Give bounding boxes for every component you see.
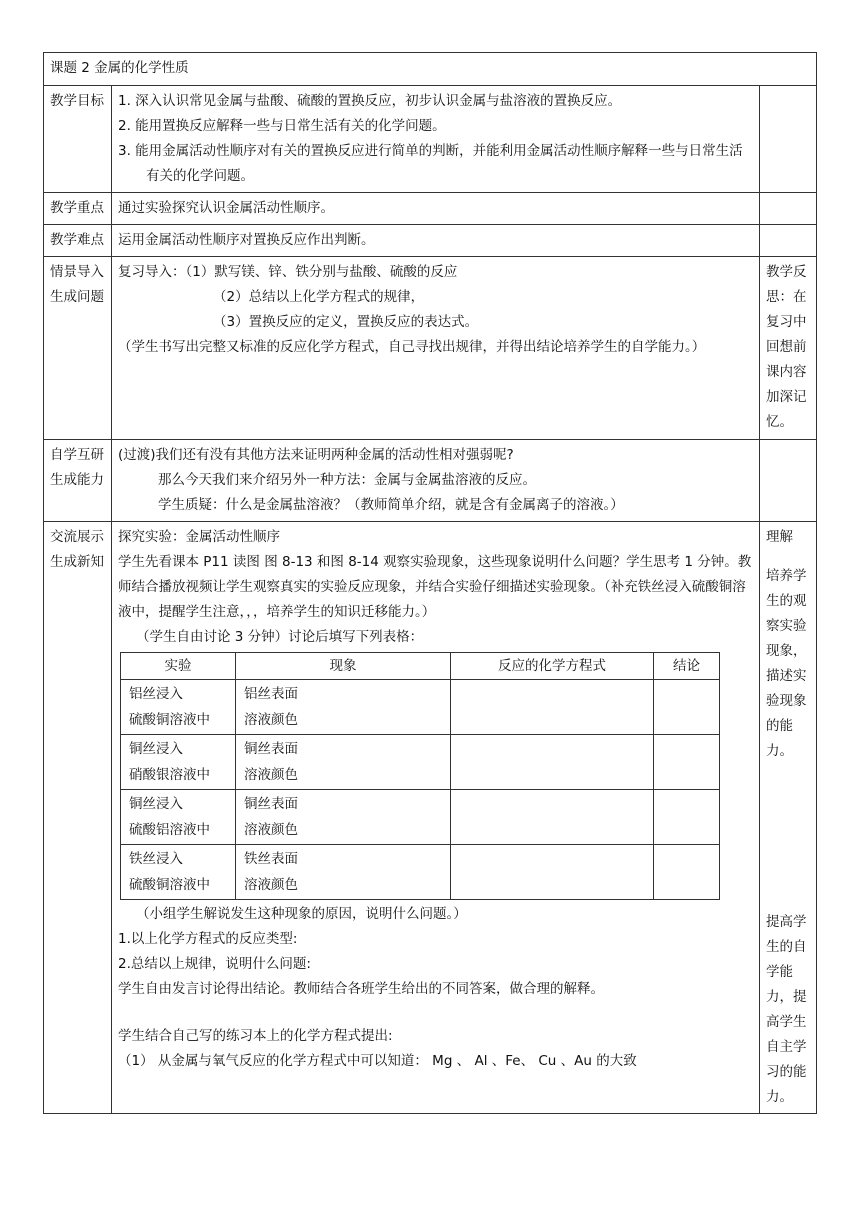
exchange-content <box>112 522 760 1114</box>
table-row <box>121 735 720 790</box>
spacer <box>118 1002 753 1024</box>
objective-item: 2. 能用置换反应解释一些与日常生活有关的化学问题。 <box>118 118 446 134</box>
exchange-line: （1） 从金属与氧气反应的化学方程式中可以知道： Mg 、 Al 、Fe、 Cu 、Au 的大致 <box>118 1053 637 1069</box>
difficulty-text: 运用金属活动性顺序对置换反应作出判断。 <box>112 225 760 257</box>
key-point-text: 通过实验探究认识金属活动性顺序。 <box>112 193 760 225</box>
experiment-table-header <box>121 653 720 680</box>
observation-cell: 铜丝表面 溶液颜色 <box>236 790 451 845</box>
intro-line: （2）总结以上化学方程式的规律， <box>213 289 425 305</box>
intro-row <box>44 257 817 440</box>
exchange-note: 理解 <box>765 529 793 545</box>
experiment-cell: 铜丝浸入 硫酸铝溶液中 <box>121 790 236 845</box>
header-conclusion: 结论 <box>654 653 720 680</box>
difficulty-row <box>44 225 817 257</box>
intro-line: （3）置换反应的定义，置换反应的表达式。 <box>213 314 479 330</box>
observation-cell: 铁丝表面 溶液颜色 <box>236 845 451 900</box>
intro-line: （学生书写出完整又标准的反应化学方程式，自己寻找出规律，并得出结论培养学生的自学能力。） <box>118 339 706 355</box>
observation-cell: 铝丝表面 溶液颜色 <box>236 680 451 735</box>
self-study-line: 那么今天我们来介绍另外一种方法：金属与金属盐溶液的反应。 <box>158 472 536 488</box>
exchange-line: 学生先看课本 P11 读图 图 8-13 和图 8-14 观察实验现象，这些现象说明什么问题？学生思考 1 分钟。教师结合播放视频让学生观察真实的实验反应现象，并结合实验仔细描述实验现象。（补充铁丝浸入硫酸铜溶液中，提醒学生注意，，，培养学生的知识迁移能力。） <box>118 554 752 620</box>
header-equation: 反应的化学方程式 <box>451 653 654 680</box>
objectives-label: 教学目标 <box>44 86 112 193</box>
table-row <box>121 680 720 735</box>
exchange-row <box>44 522 817 1114</box>
exchange-line: 学生结合自己写的练习本上的化学方程式提出: <box>118 1028 393 1044</box>
self-study-line: (过渡)我们还有没有其他方法来证明两种金属的活动性相对强弱呢? <box>118 447 514 463</box>
key-point-note <box>759 193 816 225</box>
self-study-line: 学生质疑：什么是金属盐溶液？（教师简单介绍，就是含有金属离子的溶液。） <box>158 497 624 513</box>
conclusion-cell[interactable] <box>654 845 720 900</box>
intro-label: 情景导入生成问题 <box>44 257 112 440</box>
conclusion-cell[interactable] <box>654 790 720 845</box>
objectives-row <box>44 86 817 193</box>
equation-cell[interactable] <box>451 680 654 735</box>
objective-item: 3. 能用金属活动性顺序对有关的置换反应进行简单的判断，并能利用金属活动性顺序解释一些与日常生活有关的化学问题。 <box>118 143 743 184</box>
exchange-line: 2.总结以上规律，说明什么问题: <box>118 956 311 972</box>
equation-cell[interactable] <box>451 845 654 900</box>
experiment-cell: 铝丝浸入 硫酸铜溶液中 <box>121 680 236 735</box>
equation-cell[interactable] <box>451 790 654 845</box>
self-study-content <box>112 440 760 522</box>
exchange-note: 提高学生的自学能力，提高学生自主学习的能力。 <box>765 914 807 1105</box>
experiment-table <box>120 652 720 900</box>
header-observation: 现象 <box>236 653 451 680</box>
self-study-row <box>44 440 817 522</box>
exchange-line: 1.以上化学方程式的反应类型: <box>118 931 298 947</box>
self-study-label: 自学互研生成能力 <box>44 440 112 522</box>
experiment-cell: 铜丝浸入 硝酸银溶液中 <box>121 735 236 790</box>
lesson-plan-table <box>43 52 817 1114</box>
header-experiment: 实验 <box>121 653 236 680</box>
exchange-note: 培养学生的观察实验现象，描述实验现象的能力。 <box>765 568 807 759</box>
self-study-note <box>759 440 816 522</box>
intro-content <box>112 257 760 440</box>
exchange-line: （小组学生解说发生这种现象的原因，说明什么问题。） <box>136 906 467 922</box>
table-row <box>121 845 720 900</box>
exchange-label: 交流展示生成新知 <box>44 522 112 1114</box>
table-row <box>121 790 720 845</box>
exchange-line: 学生自由发言讨论得出结论。教师结合各班学生给出的不同答案，做合理的解释。 <box>118 981 604 997</box>
exchange-line: 探究实验：金属活动性顺序 <box>118 529 280 545</box>
conclusion-cell[interactable] <box>654 735 720 790</box>
difficulty-label: 教学难点 <box>44 225 112 257</box>
title-row <box>44 53 817 86</box>
equation-cell[interactable] <box>451 735 654 790</box>
objectives-content <box>112 86 760 193</box>
key-point-row <box>44 193 817 225</box>
exchange-line: （学生自由讨论 3 分钟）讨论后填写下列表格： <box>136 629 424 645</box>
observation-cell: 铜丝表面 溶液颜色 <box>236 735 451 790</box>
objectives-note <box>759 86 816 193</box>
lesson-plan-sheet <box>43 52 817 1114</box>
exchange-notes <box>759 522 816 1114</box>
difficulty-note <box>759 225 816 257</box>
intro-line: 复习导入：（1）默写镁、锌、铁分别与盐酸、硫酸的反应 <box>118 264 458 280</box>
conclusion-cell[interactable] <box>654 680 720 735</box>
objective-item: 1. 深入认识常见金属与盐酸、硫酸的置换反应，初步认识金属与盐溶液的置换反应。 <box>118 93 622 109</box>
intro-reflection-note: 教学反思：在复习中回想前课内容加深记忆。 <box>759 257 816 440</box>
experiment-cell: 铁丝浸入 硫酸铜溶液中 <box>121 845 236 900</box>
key-point-label: 教学重点 <box>44 193 112 225</box>
lesson-title: 课题 2 金属的化学性质 <box>44 53 817 86</box>
